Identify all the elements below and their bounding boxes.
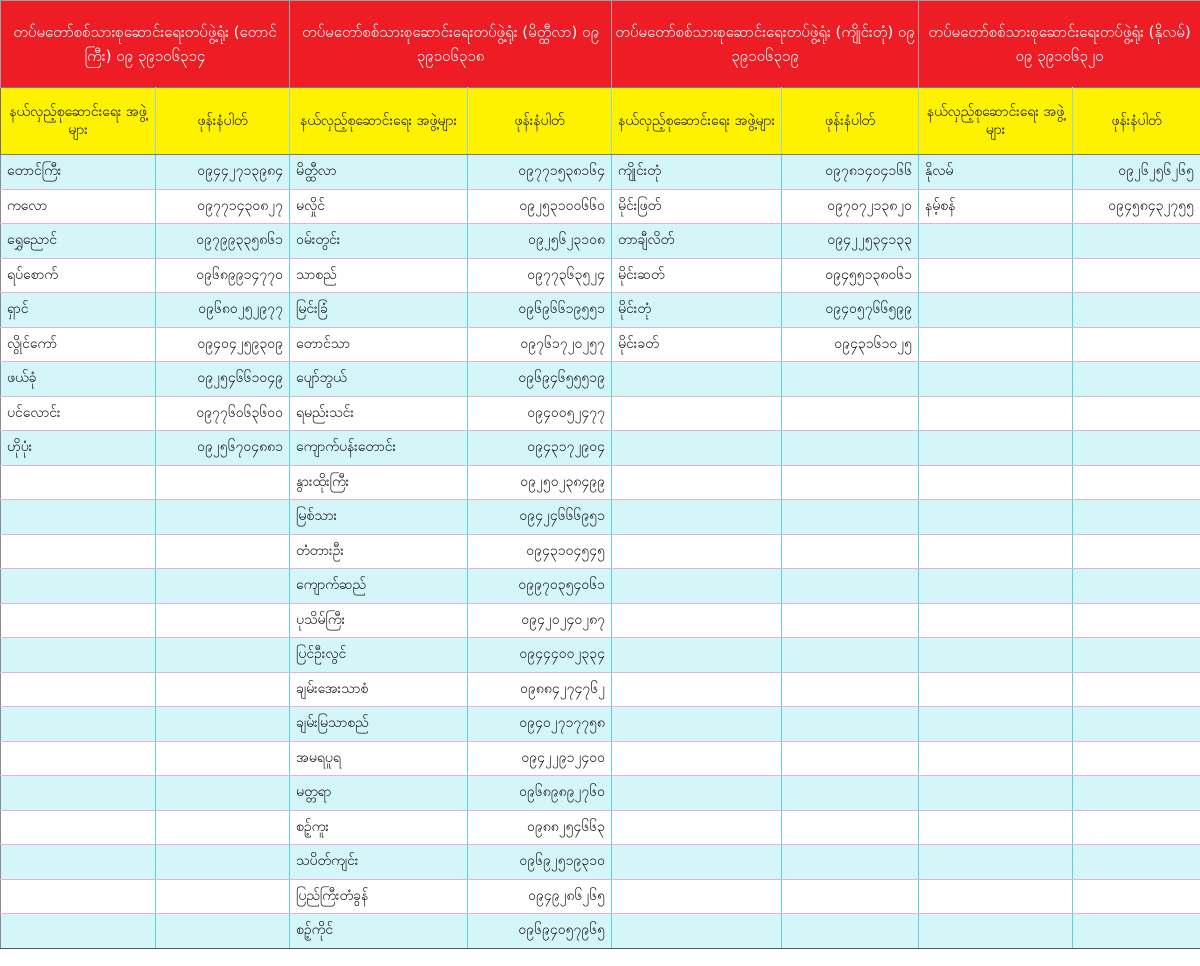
team-name-cell — [1, 879, 156, 914]
phone-number-cell: ၀၉၇၈၁၄၀၄၁၆၆ — [782, 155, 919, 190]
phone-number-cell — [782, 500, 919, 535]
phone-number-cell — [1073, 465, 1200, 500]
phone-number-cell: ၀၉၄၃၁၆၁၀၂၅ — [782, 327, 919, 362]
phone-number-cell — [1073, 638, 1200, 673]
table-row — [1, 396, 1200, 431]
column-header-row — [1, 88, 1200, 155]
phone-number-cell — [782, 638, 919, 673]
phone-number-cell — [1073, 327, 1200, 362]
phone-number-cell — [1073, 914, 1200, 949]
phone-number-cell: ၀၉၈၈၄၂၇၄၇၆၂ — [468, 672, 612, 707]
team-name-cell: ကျောက်ပန်းတောင်း — [290, 431, 468, 466]
team-name-cell — [919, 776, 1073, 811]
team-name-cell: မိုင်းခတ် — [612, 327, 782, 362]
team-name-cell — [919, 396, 1073, 431]
phone-number-cell — [1073, 500, 1200, 535]
phone-number-cell: ၀၉၄၀၀၅၂၄၇၇ — [468, 396, 612, 431]
table-row — [1, 707, 1200, 742]
team-name-cell: ရွှေညောင် — [1, 224, 156, 259]
table-row — [1, 603, 1200, 638]
team-name-cell — [919, 638, 1073, 673]
team-name-cell — [612, 879, 782, 914]
table-row — [1, 638, 1200, 673]
team-name-cell — [612, 362, 782, 397]
team-name-cell — [612, 776, 782, 811]
phone-number-cell — [1073, 362, 1200, 397]
team-name-cell: နိုလမ် — [919, 155, 1073, 190]
team-name-cell — [1, 741, 156, 776]
team-name-cell — [1, 914, 156, 949]
team-name-cell — [919, 603, 1073, 638]
table-row — [1, 155, 1200, 190]
team-name-cell — [919, 707, 1073, 742]
office-title-loilem: တပ်မတော်စစ်သားစုဆောင်းရေးတပ်ဖွဲ့ရုံး (နိုလမ်) ဝ၉ ၃၉၁၀၆၃၂၀ — [919, 1, 1200, 88]
phone-number-cell: ၀၉၇၇၁၅၃၈၁၆၄ — [468, 155, 612, 190]
team-name-cell: ကျောက်ဆည် — [290, 569, 468, 604]
team-name-cell: ကလော — [1, 189, 156, 224]
phone-number-cell: ၀၉၄၃၁၇၂၉၀၄ — [468, 431, 612, 466]
table-row — [1, 879, 1200, 914]
phone-number-cell — [156, 810, 290, 845]
phone-number-cell — [156, 569, 290, 604]
team-name-cell — [1, 465, 156, 500]
phone-number-cell — [156, 500, 290, 535]
team-name-cell — [612, 534, 782, 569]
table-row — [1, 224, 1200, 259]
phone-number-cell — [782, 603, 919, 638]
team-name-cell: ပျော်ဘွယ် — [290, 362, 468, 397]
phone-number-cell: ၀၉၇၇၆၀၆၃၆၀၀ — [156, 396, 290, 431]
team-name-cell — [919, 224, 1073, 259]
team-name-cell: နွားထိုးကြီး — [290, 465, 468, 500]
phone-number-cell: ၀၉၂၆၂၅၆၂၆၅ — [1073, 155, 1200, 190]
team-name-cell — [612, 741, 782, 776]
office-title-taunggyi: တပ်မတော်စစ်သားစုဆောင်းရေးတပ်ဖွဲ့ရုံး (တောင်ကြီး) ဝ၉ ၃၉၁၀၆၃၁၄ — [1, 1, 290, 88]
phone-number-cell — [1073, 603, 1200, 638]
team-name-cell — [919, 500, 1073, 535]
team-name-cell: ပြင်ဦးလွင် — [290, 638, 468, 673]
phone-number-cell — [156, 707, 290, 742]
team-name-cell: ရပ်စောက် — [1, 258, 156, 293]
team-name-cell — [612, 914, 782, 949]
phone-number-cell — [156, 776, 290, 811]
table-row — [1, 534, 1200, 569]
phone-number-cell — [782, 569, 919, 604]
office-title-meiktila: တပ်မတော်စစ်သားစုဆောင်းရေးတပ်ဖွဲ့ရုံး (မိတ္ထီလာ) ဝ၉ ၃၉၁၀၆၃၁၈ — [290, 1, 612, 88]
team-name-cell: ရှာင် — [1, 293, 156, 328]
team-name-cell — [1, 534, 156, 569]
phone-number-cell — [782, 534, 919, 569]
team-name-cell: တံတားဦး — [290, 534, 468, 569]
phone-number-cell — [782, 465, 919, 500]
table-row — [1, 776, 1200, 811]
team-name-cell: မိုင်းဆတ် — [612, 258, 782, 293]
team-name-cell — [1, 776, 156, 811]
team-name-cell — [612, 810, 782, 845]
phone-number-cell — [782, 707, 919, 742]
phone-number-cell: ၀၉၄၅၅၁၃၈၀၆၁ — [782, 258, 919, 293]
phone-number-cell — [1073, 741, 1200, 776]
team-name-cell — [919, 569, 1073, 604]
phone-number-cell — [156, 845, 290, 880]
phone-number-cell: ၀၉၄၉၂၈၆၂၆၅ — [468, 879, 612, 914]
phone-number-cell: ၀၉၄၀၄၂၅၉၃၀၉ — [156, 327, 290, 362]
phone-number-cell — [1073, 258, 1200, 293]
team-name-cell — [919, 845, 1073, 880]
phone-number-cell: ၀၉၄၂၄၆၆၆၉၅၁ — [468, 500, 612, 535]
phone-number-cell — [156, 741, 290, 776]
phone-number-cell — [1073, 224, 1200, 259]
team-name-cell — [612, 465, 782, 500]
phone-number-cell — [782, 810, 919, 845]
table-row — [1, 362, 1200, 397]
team-name-cell — [612, 638, 782, 673]
phone-number-cell — [782, 362, 919, 397]
team-name-cell — [919, 362, 1073, 397]
team-name-cell — [1, 845, 156, 880]
phone-number-cell: ၀၉၂၅၃၁၀၀၆၆၀ — [468, 189, 612, 224]
table-row — [1, 431, 1200, 466]
phone-number-cell: ၀၉၂၅၀၂၃၈၄၉၉ — [468, 465, 612, 500]
team-name-cell: တောင်သာ — [290, 327, 468, 362]
team-name-cell: ချမ်းအေးသာစံ — [290, 672, 468, 707]
team-name-cell: လွိုင်ကော် — [1, 327, 156, 362]
team-name-cell: အမရပူရ — [290, 741, 468, 776]
phone-number-cell — [782, 914, 919, 949]
phone-number-cell: ၀၉၄၄၂၇၁၃၉၈၄ — [156, 155, 290, 190]
col-header-phone: ဖုန်းနံပါတ် — [468, 88, 612, 155]
team-name-cell — [1, 500, 156, 535]
team-name-cell: ပြည်ကြီးတံခွန် — [290, 879, 468, 914]
phone-number-cell: ၀၉၇၉၉၃၃၅၈၆၁ — [156, 224, 290, 259]
phone-number-cell: ၀၉၉၇၀၃၅၄၀၆၁ — [468, 569, 612, 604]
team-name-cell: မိုင်းတုံ — [612, 293, 782, 328]
table-body — [1, 155, 1200, 949]
office-header-row — [1, 1, 1200, 88]
phone-number-cell — [156, 914, 290, 949]
team-name-cell: ပင်လောင်း — [1, 396, 156, 431]
phone-number-cell — [782, 741, 919, 776]
phone-number-cell: ၀၉၇၀၇၂၁၃၈၂၀ — [782, 189, 919, 224]
team-name-cell: စဥ့်ကိုင် — [290, 914, 468, 949]
phone-number-cell — [1073, 396, 1200, 431]
phone-number-cell: ၀၉၄၂၀၂၄၀၂၈၇ — [468, 603, 612, 638]
team-name-cell: တာချီလိတ် — [612, 224, 782, 259]
team-name-cell: စဥ့်ကူး — [290, 810, 468, 845]
team-name-cell — [919, 914, 1073, 949]
phone-number-cell: ၀၉၄၅၈၄၃၂၇၅၅ — [1073, 189, 1200, 224]
phone-number-cell: ၀၉၆၉၆၆၁၉၅၅၁ — [468, 293, 612, 328]
table-row — [1, 569, 1200, 604]
table-row — [1, 672, 1200, 707]
team-name-cell: ဖယ်ခုံ — [1, 362, 156, 397]
col-header-team: နယ်လှည့်စုဆောင်းရေး အဖွဲ့များ — [612, 88, 782, 155]
phone-number-cell: ၀၉၇၇၃၆၃၅၂၄ — [468, 258, 612, 293]
team-name-cell — [612, 845, 782, 880]
team-name-cell — [612, 707, 782, 742]
phone-number-cell — [782, 431, 919, 466]
phone-number-cell — [1073, 534, 1200, 569]
phone-number-cell — [1073, 879, 1200, 914]
team-name-cell: သပိတ်ကျင်း — [290, 845, 468, 880]
phone-number-cell — [156, 638, 290, 673]
team-name-cell — [1, 603, 156, 638]
team-name-cell: နမ့်စန် — [919, 189, 1073, 224]
team-name-cell — [919, 258, 1073, 293]
table-row — [1, 465, 1200, 500]
team-name-cell — [919, 879, 1073, 914]
team-name-cell — [919, 672, 1073, 707]
phone-number-cell: ၀၉၄၃၁၀၄၅၄၅ — [468, 534, 612, 569]
phone-number-cell — [1073, 672, 1200, 707]
table-row — [1, 500, 1200, 535]
phone-number-cell: ၀၉၂၅၆၇၀၄၈၈၁ — [156, 431, 290, 466]
team-name-cell: မိုင်းဖြတ် — [612, 189, 782, 224]
team-name-cell — [612, 672, 782, 707]
team-name-cell — [1, 707, 156, 742]
table-row — [1, 810, 1200, 845]
team-name-cell: မြစ်သား — [290, 500, 468, 535]
table-row — [1, 845, 1200, 880]
team-name-cell — [919, 465, 1073, 500]
phone-number-cell — [156, 879, 290, 914]
phone-number-cell — [1073, 810, 1200, 845]
phone-number-cell — [156, 603, 290, 638]
phone-number-cell — [1073, 293, 1200, 328]
phone-number-cell — [156, 534, 290, 569]
team-name-cell: တောင်ကြီး — [1, 155, 156, 190]
phone-number-cell — [782, 396, 919, 431]
team-name-cell — [919, 431, 1073, 466]
team-name-cell — [612, 396, 782, 431]
office-title-kengtung: တပ်မတော်စစ်သားစုဆောင်းရေးတပ်ဖွဲ့ရုံး (ကျိုင်းတုံ) ဝ၉ ၃၉၁၀၆၃၁၉ — [612, 1, 919, 88]
table-row — [1, 258, 1200, 293]
team-name-cell — [612, 431, 782, 466]
team-name-cell: သာစည် — [290, 258, 468, 293]
phone-number-cell: ၀၉၆၉၄၆၅၅၅၁၉ — [468, 362, 612, 397]
team-name-cell — [919, 534, 1073, 569]
table-row — [1, 189, 1200, 224]
team-name-cell: မိတ္ထီလာ — [290, 155, 468, 190]
phone-number-cell: ၀၉၆၈၀၂၅၂၉၇၇ — [156, 293, 290, 328]
phone-number-cell: ၀၉၇၇၁၄၃၀၈၂၇ — [156, 189, 290, 224]
team-name-cell — [1, 672, 156, 707]
phone-number-cell — [1073, 845, 1200, 880]
col-header-phone: ဖုန်းနံပါတ် — [1073, 88, 1200, 155]
team-name-cell: ချမ်းမြသာစည် — [290, 707, 468, 742]
table-row — [1, 327, 1200, 362]
team-name-cell: ဟိုပုံး — [1, 431, 156, 466]
team-name-cell: ရမည်းသင်း — [290, 396, 468, 431]
phone-number-cell — [156, 465, 290, 500]
table-row — [1, 293, 1200, 328]
col-header-phone: ဖုန်းနံပါတ် — [156, 88, 290, 155]
team-name-cell: ပုသိမ်ကြီး — [290, 603, 468, 638]
phone-number-cell: ၀၉၆၉၂၅၁၉၃၁၀ — [468, 845, 612, 880]
phone-number-cell — [782, 845, 919, 880]
phone-number-cell: ၀၉၆၈၉၉၁၄၇၇၀ — [156, 258, 290, 293]
phone-number-cell: ၀၉၂၅၆၂၃၁၀၈ — [468, 224, 612, 259]
team-name-cell — [1, 638, 156, 673]
phone-number-cell: ၀၉၄၀၂၇၁၇၇၅၈ — [468, 707, 612, 742]
phone-number-cell — [1073, 707, 1200, 742]
phone-number-cell: ၀၉၄၄၄၀၀၂၃၃၄ — [468, 638, 612, 673]
team-name-cell: မြင်းခြံ — [290, 293, 468, 328]
phone-number-cell: ၀၉၆၈၉၈၉၂၇၆၀ — [468, 776, 612, 811]
phone-number-cell: ၀၉၄၂၂၅၃၄၁၃၃ — [782, 224, 919, 259]
col-header-team: နယ်လှည့်စုဆောင်းရေး အဖွဲ့များ — [1, 88, 156, 155]
table-row — [1, 914, 1200, 949]
phone-number-cell — [1073, 569, 1200, 604]
table-row — [1, 741, 1200, 776]
team-name-cell: ကျိုင်းတုံ — [612, 155, 782, 190]
phone-number-cell — [1073, 776, 1200, 811]
team-name-cell: ဝမ်းတွင်း — [290, 224, 468, 259]
phone-number-cell: ၀၉၆၉၄၀၅၇၉၆၅ — [468, 914, 612, 949]
team-name-cell — [919, 810, 1073, 845]
team-name-cell — [612, 569, 782, 604]
phone-number-cell — [156, 672, 290, 707]
phone-number-cell — [1073, 431, 1200, 466]
team-name-cell: မတ္တရာ — [290, 776, 468, 811]
team-name-cell — [1, 569, 156, 604]
col-header-team: နယ်လှည့်စုဆောင်းရေး အဖွဲ့များ — [290, 88, 468, 155]
phone-number-cell: ၀၉၇၆၁၇၂၀၂၅၇ — [468, 327, 612, 362]
phone-number-cell: ၀၉၈၈၂၅၄၆၆၃ — [468, 810, 612, 845]
phone-number-cell: ၀၉၂၅၄၆၆၁၀၄၉ — [156, 362, 290, 397]
team-name-cell — [612, 603, 782, 638]
team-name-cell — [1, 810, 156, 845]
phone-number-cell — [782, 672, 919, 707]
phone-number-cell: ၀၉၄၀၅၇၆၆၅၉၉ — [782, 293, 919, 328]
team-name-cell: မလှိုင် — [290, 189, 468, 224]
team-name-cell — [919, 293, 1073, 328]
col-header-phone: ဖုန်းနံပါတ် — [782, 88, 919, 155]
team-name-cell — [612, 500, 782, 535]
phone-number-cell — [782, 879, 919, 914]
team-name-cell — [919, 741, 1073, 776]
col-header-team: နယ်လှည့်စုဆောင်းရေး အဖွဲ့များ — [919, 88, 1073, 155]
phone-number-cell: ၀၉၄၂၂၉၁၂၄၀၀ — [468, 741, 612, 776]
phone-number-cell — [782, 776, 919, 811]
team-name-cell — [919, 327, 1073, 362]
